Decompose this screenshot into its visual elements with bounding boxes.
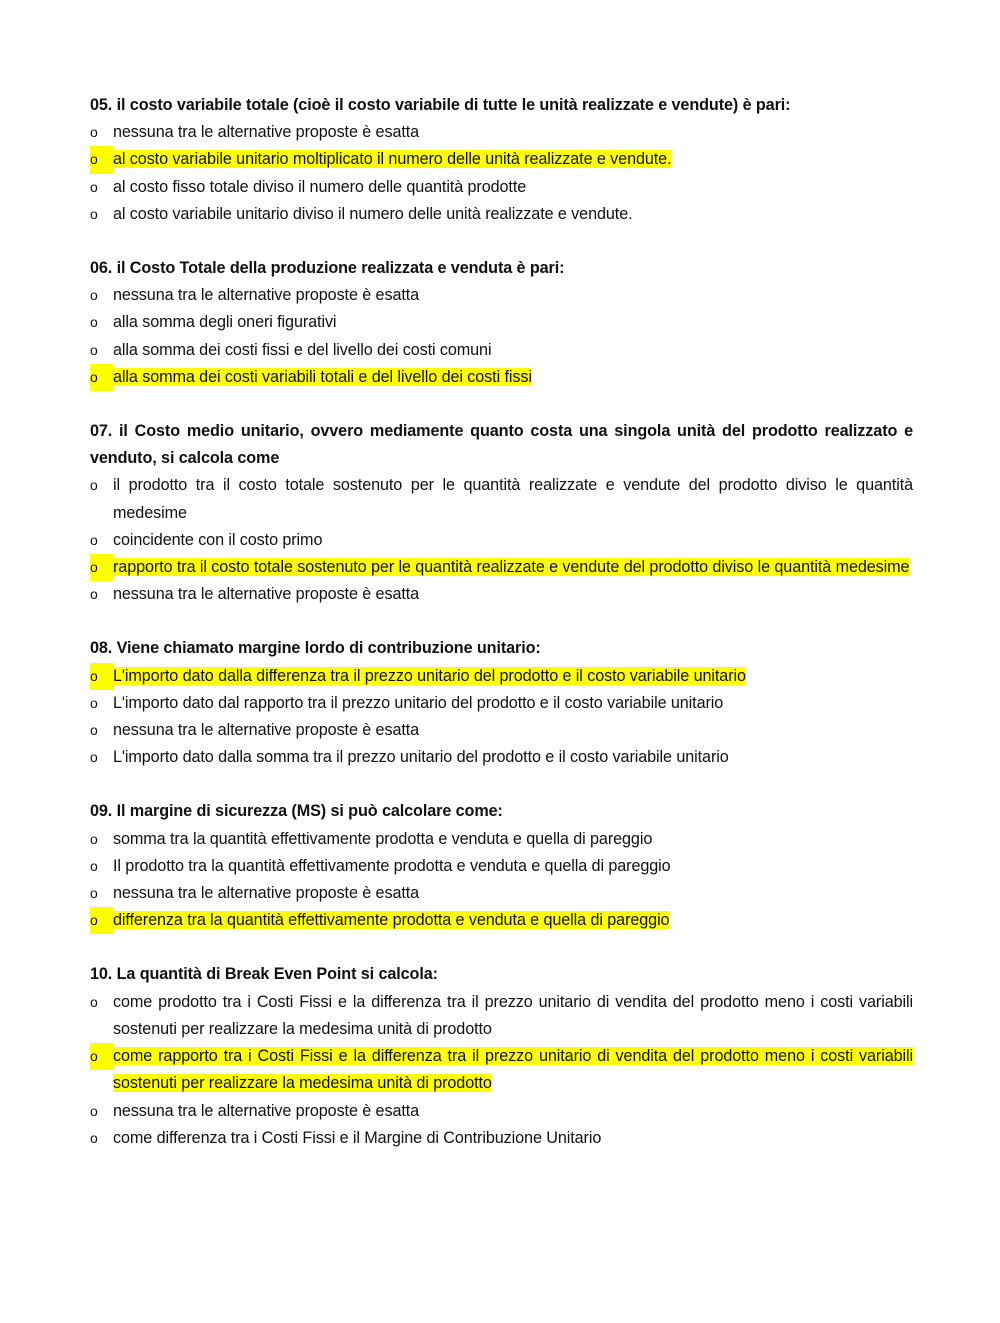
bullet-icon: o xyxy=(90,830,98,847)
option xyxy=(90,201,913,228)
bullet-icon: o xyxy=(90,885,98,902)
option-text: alla somma dei costi fissi e del livello dei costi comuni xyxy=(113,340,492,359)
bullet-icon: o xyxy=(90,749,98,766)
option-text: L'importo dato dalla differenza tra il prezzo unitario del prodotto e il costo variabile unitario xyxy=(113,666,746,685)
option-text: al costo variabile unitario moltiplicato il numero delle unità realizzate e vendute. xyxy=(113,150,672,169)
question-05 xyxy=(90,92,913,228)
option xyxy=(90,690,913,717)
options-list xyxy=(90,119,913,228)
option xyxy=(90,119,913,146)
option xyxy=(90,989,913,1043)
bullet-icon: o xyxy=(90,531,98,548)
bullet-icon: o xyxy=(90,364,113,391)
document-page xyxy=(90,92,913,1179)
option-text: nessuna tra le alternative proposte è esatta xyxy=(113,721,420,740)
question-title: 05. il costo variabile totale (cioè il costo variabile di tutte le unità realizzate e vendute) è pari: xyxy=(90,96,791,114)
bullet-icon: o xyxy=(90,287,98,304)
options-list xyxy=(90,472,913,608)
option-text: al costo fisso totale diviso il numero delle quantità prodotte xyxy=(113,177,527,196)
option-highlighted xyxy=(90,1043,913,1097)
option-text: come prodotto tra i Costi Fissi e la differenza tra il prezzo unitario di vendita del prodotto meno i costi variabili sostenuti per realizzare la medesima unità di prodotto xyxy=(113,992,913,1038)
option-text: rapporto tra il costo totale sostenuto per le quantità realizzate e vendute del prodotto diviso le quantità medesime xyxy=(113,558,910,577)
option-text: come rapporto tra i Costi Fissi e la differenza tra il prezzo unitario di vendita del prodotto meno i costi variabili sostenuti per realizzare la medesima unità di prodotto xyxy=(113,1047,913,1093)
bullet-icon: o xyxy=(90,586,98,603)
option-text: nessuna tra le alternative proposte è esatta xyxy=(113,585,420,604)
bullet-icon: o xyxy=(90,993,98,1010)
bullet-icon: o xyxy=(90,857,98,874)
option-text: somma tra la quantità effettivamente prodotta e venduta e quella di pareggio xyxy=(113,829,653,848)
option-text: nessuna tra le alternative proposte è esatta xyxy=(113,286,420,305)
bullet-icon: o xyxy=(90,907,113,934)
option-highlighted xyxy=(90,364,913,391)
option xyxy=(90,174,913,201)
bullet-icon: o xyxy=(90,663,113,690)
option-text: coincidente con il costo primo xyxy=(113,530,323,549)
question-09 xyxy=(90,798,913,934)
option-text: L'importo dato dal rapporto tra il prezzo unitario del prodotto e il costo variabile unitario xyxy=(113,693,724,712)
bullet-icon: o xyxy=(90,722,98,739)
options-list xyxy=(90,989,913,1152)
option xyxy=(90,527,913,554)
question-title: 08. Viene chiamato margine lordo di contribuzione unitario: xyxy=(90,639,541,658)
question-title: 07. il Costo medio unitario, ovvero mediamente quanto costa una singola unità del prodotto realizzato e venduto, si calcola come xyxy=(90,422,913,468)
bullet-icon: o xyxy=(90,178,98,195)
options-list xyxy=(90,826,913,935)
option-highlighted xyxy=(90,554,913,581)
option-text: nessuna tra le alternative proposte è esatta xyxy=(113,123,420,142)
bullet-icon: o xyxy=(90,477,98,494)
bullet-icon: o xyxy=(90,1129,98,1146)
bullet-icon: o xyxy=(90,146,113,173)
question-title: 09. Il margine di sicurezza (MS) si può calcolare come: xyxy=(90,802,503,821)
bullet-icon: o xyxy=(90,554,113,581)
question-07 xyxy=(90,418,913,608)
option-text: nessuna tra le alternative proposte è esatta xyxy=(113,884,420,903)
bullet-icon: o xyxy=(90,1102,98,1119)
option xyxy=(90,853,913,880)
option-text: come differenza tra i Costi Fissi e il Margine di Contribuzione Unitario xyxy=(113,1128,602,1147)
bullet-icon: o xyxy=(90,314,98,331)
option xyxy=(90,717,913,744)
options-list xyxy=(90,282,913,391)
option-text: differenza tra la quantità effettivamente prodotta e venduta e quella di pareggio xyxy=(113,911,670,930)
bullet-icon: o xyxy=(90,205,98,222)
option xyxy=(90,309,913,336)
bullet-icon: o xyxy=(90,694,98,711)
option xyxy=(90,581,913,608)
option-text: L'importo dato dalla somma tra il prezzo unitario del prodotto e il costo variabile unitario xyxy=(113,748,729,767)
option xyxy=(90,472,913,526)
option xyxy=(90,880,913,907)
option-highlighted xyxy=(90,907,913,934)
options-list xyxy=(90,663,913,772)
option xyxy=(90,826,913,853)
bullet-icon: o xyxy=(90,1043,113,1070)
question-title: 10. La quantità di Break Even Point si calcola: xyxy=(90,965,438,984)
option xyxy=(90,282,913,309)
option xyxy=(90,1098,913,1125)
option xyxy=(90,1125,913,1152)
bullet-icon: o xyxy=(90,341,98,358)
question-08 xyxy=(90,635,913,771)
option-highlighted xyxy=(90,663,913,690)
option-text: alla somma dei costi variabili totali e del livello dei costi fissi xyxy=(113,367,532,386)
option-text: Il prodotto tra la quantità effettivamente prodotta e venduta e quella di pareggio xyxy=(113,856,671,875)
option-highlighted xyxy=(90,146,913,173)
question-10 xyxy=(90,961,913,1151)
option xyxy=(90,744,913,771)
question-06 xyxy=(90,255,913,391)
bullet-icon: o xyxy=(90,124,98,141)
option-text: il prodotto tra il costo totale sostenuto per le quantità realizzate e vendute del prodotto diviso le quantità medesime xyxy=(113,476,913,522)
option xyxy=(90,337,913,364)
option-text: al costo variabile unitario diviso il numero delle unità realizzate e vendute. xyxy=(113,204,633,223)
option-text: alla somma degli oneri figurativi xyxy=(113,313,337,332)
option-text: nessuna tra le alternative proposte è esatta xyxy=(113,1101,420,1120)
question-title: 06. il Costo Totale della produzione realizzata e venduta è pari: xyxy=(90,259,565,278)
